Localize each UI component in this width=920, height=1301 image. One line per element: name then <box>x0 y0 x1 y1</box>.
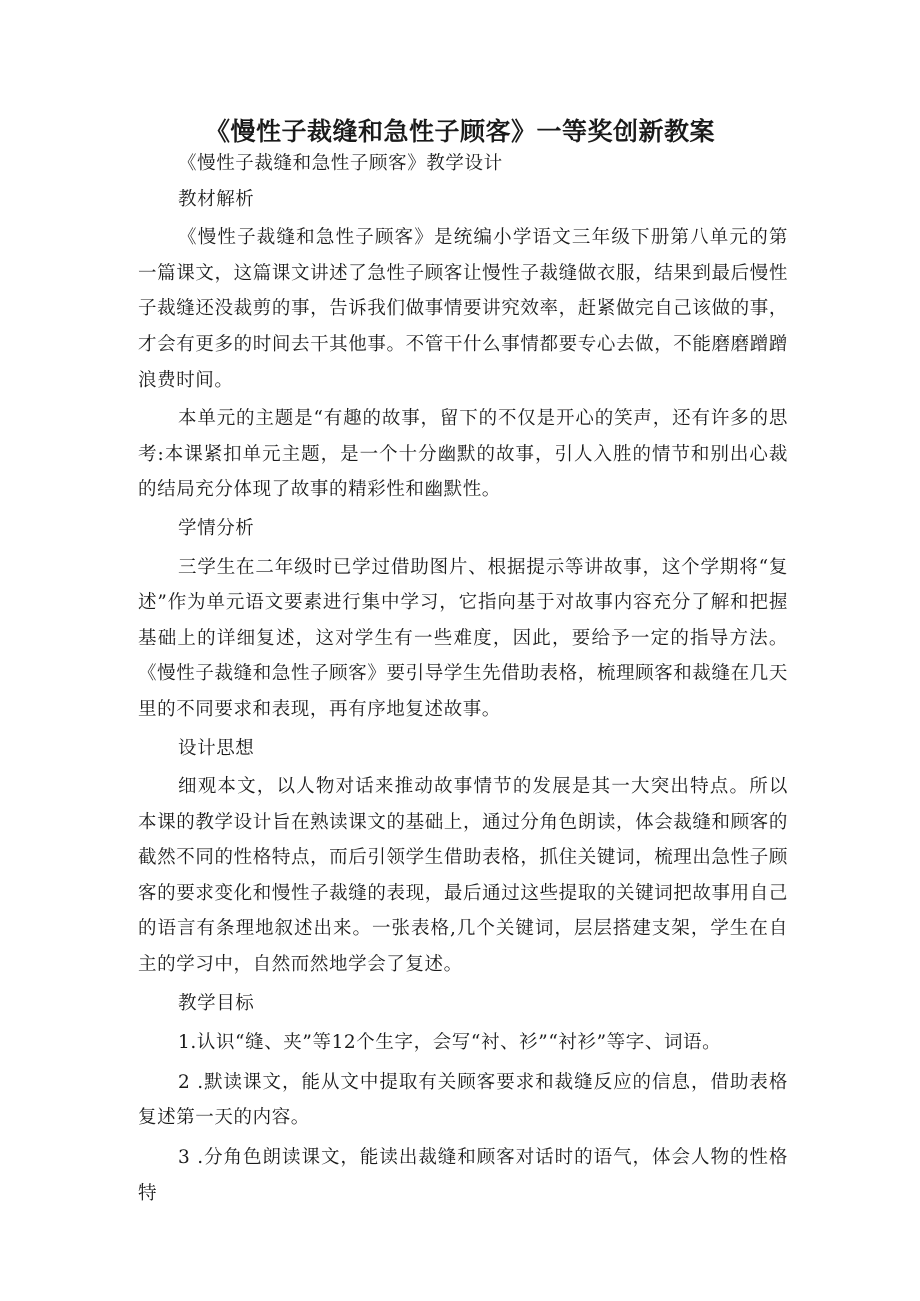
document-body <box>138 146 788 1211</box>
paragraph-design-1: 细观本文，以人物对话来推动故事情节的发展是其一大突出特点。所以本课的教学设计旨在熟读课文的基础上，通过分角色朗读，体会裁缝和顾客的截然不同的性格特点，而后引领学生借助表格，抓住关键词，梳理出急性子顾客的要求变化和慢性子裁缝的表现，最后通过这些提取的关键词把故事用自己的语言有条理地叙述出来。一张表格,几个关键词，层层搭建支架，学生在自主的学习中，自然而然地学会了复述。 <box>138 776 788 976</box>
section-heading-students: 学情分析 <box>178 517 255 539</box>
goal-item-2: 2 .默读课文，能从文中提取有关顾客要求和裁缝反应的信息，借助表格复述第一天的内容。 <box>138 1071 788 1129</box>
paragraph-textbook-2: 本单元的主题是“有趣的故事，留下的不仅是开心的笑声，还有许多的思考:本课紧扣单元主题，是一个十分幽默的故事，引人入胜的情节和别出心裁的结局充分体现了故事的精彩性和幽默性。 <box>138 408 788 501</box>
goal-item-3: 3 .分角色朗读课文，能读出裁缝和顾客对话时的语气，体会人物的性格特 <box>138 1147 788 1204</box>
document-subtitle: 《慢性子裁缝和急性子顾客》教学设计 <box>178 153 503 174</box>
paragraph-textbook-1: 《慢性子裁缝和急性子顾客》是统编小学语文三年级下册第八单元的第一篇课文，这篇课文讲述了急性子顾客让慢性子裁缝做衣服，结果到最后慢性子裁缝还没裁剪的事，告诉我们做事情要讲究效率，赶紧做完自己该做的事，才会有更多的时间去干其他事。不管干什么事情都要专心去做，不能磨磨蹭蹭浪费时间。 <box>138 227 788 391</box>
goal-item-1: 1.认识“缝、夹”等12个生字，会写“衬、衫”“衬衫”等字、词语。 <box>178 1032 722 1054</box>
section-heading-goals: 教学目标 <box>178 992 255 1014</box>
document-title: 《慢性子裁缝和急性子顾客》一等奖创新教案 <box>204 117 715 146</box>
section-heading-design: 设计思想 <box>178 737 255 759</box>
section-heading-textbook: 教材解析 <box>178 188 255 210</box>
paragraph-students-1: 三学生在二年级时已学过借助图片、根据提示等讲故事，这个学期将“复述”作为单元语文要素进行集中学习，它指向基于对故事内容充分了解和把握基础上的详细复述，这对学生有一些难度，因此，要给予一定的指导方法。《慢性子裁缝和急性子顾客》要引导学生先借助表格，梳理顾客和裁缝在几天里的不同要求和表现，再有序地复述故事。 <box>138 556 788 720</box>
